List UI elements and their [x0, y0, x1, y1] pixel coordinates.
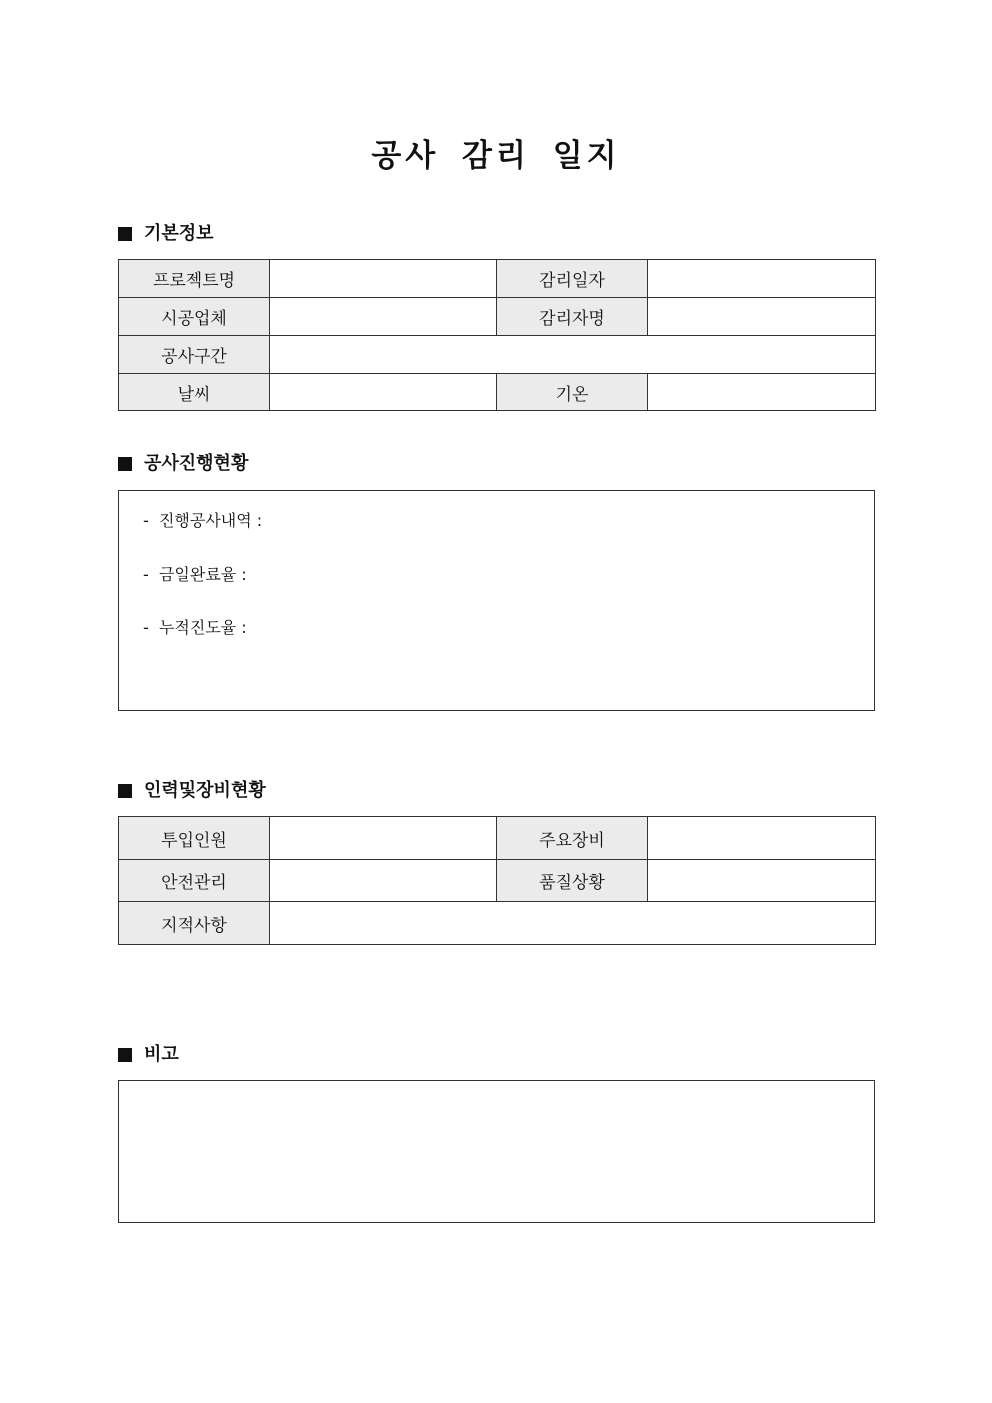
basic-info-heading-text: 기본정보 — [144, 223, 214, 244]
square-bullet-icon — [118, 1048, 132, 1062]
basic-info-table — [118, 259, 876, 411]
progress-heading — [118, 452, 248, 476]
inspector-name-label: 감리자명 — [497, 298, 648, 336]
basic-info-heading — [118, 222, 214, 246]
main-equipment-label: 주요장비 — [497, 817, 648, 860]
document-title: 공사 감리 일지 — [371, 138, 621, 174]
progress-daily-completion: - 금일완료율 : — [143, 565, 247, 584]
contractor-field[interactable] — [270, 298, 497, 336]
project-name-field[interactable] — [270, 260, 497, 298]
inspector-name-field[interactable] — [648, 298, 876, 336]
square-bullet-icon — [118, 457, 132, 471]
contractor-label: 시공업체 — [119, 298, 270, 336]
progress-heading-text: 공사진행현황 — [144, 453, 249, 474]
inspection-date-label: 감리일자 — [497, 260, 648, 298]
construction-section-label: 공사구간 — [119, 336, 270, 374]
resources-heading — [118, 779, 266, 803]
pointed-issues-label: 지적사항 — [119, 902, 270, 945]
pointed-issues-field[interactable] — [270, 902, 876, 945]
notes-heading-text: 비고 — [144, 1044, 179, 1065]
progress-box[interactable] — [118, 490, 875, 711]
notes-box[interactable] — [118, 1080, 875, 1223]
progress-cumulative-rate: - 누적진도율 : — [143, 618, 247, 637]
resources-heading-text: 인력및장비현황 — [144, 780, 266, 801]
temperature-label: 기온 — [497, 374, 648, 411]
workers-field[interactable] — [270, 817, 497, 860]
weather-field[interactable] — [270, 374, 497, 411]
temperature-field[interactable] — [648, 374, 876, 411]
square-bullet-icon — [118, 784, 132, 798]
table-row — [119, 860, 876, 902]
inspection-date-field[interactable] — [648, 260, 876, 298]
table-row — [119, 336, 876, 374]
workers-label: 투입인원 — [119, 817, 270, 860]
quality-field[interactable] — [648, 860, 876, 902]
resources-table — [118, 816, 876, 945]
construction-section-field[interactable] — [270, 336, 876, 374]
safety-label: 안전관리 — [119, 860, 270, 902]
table-row — [119, 374, 876, 411]
table-row — [119, 817, 876, 860]
table-row — [119, 298, 876, 336]
square-bullet-icon — [118, 227, 132, 241]
progress-work-details: - 진행공사내역 : — [143, 511, 263, 530]
table-row — [119, 902, 876, 945]
quality-label: 품질상황 — [497, 860, 648, 902]
project-name-label: 프로젝트명 — [119, 260, 270, 298]
safety-field[interactable] — [270, 860, 497, 902]
table-row — [119, 260, 876, 298]
notes-heading — [118, 1043, 179, 1067]
weather-label: 날씨 — [119, 374, 270, 411]
main-equipment-field[interactable] — [648, 817, 876, 860]
